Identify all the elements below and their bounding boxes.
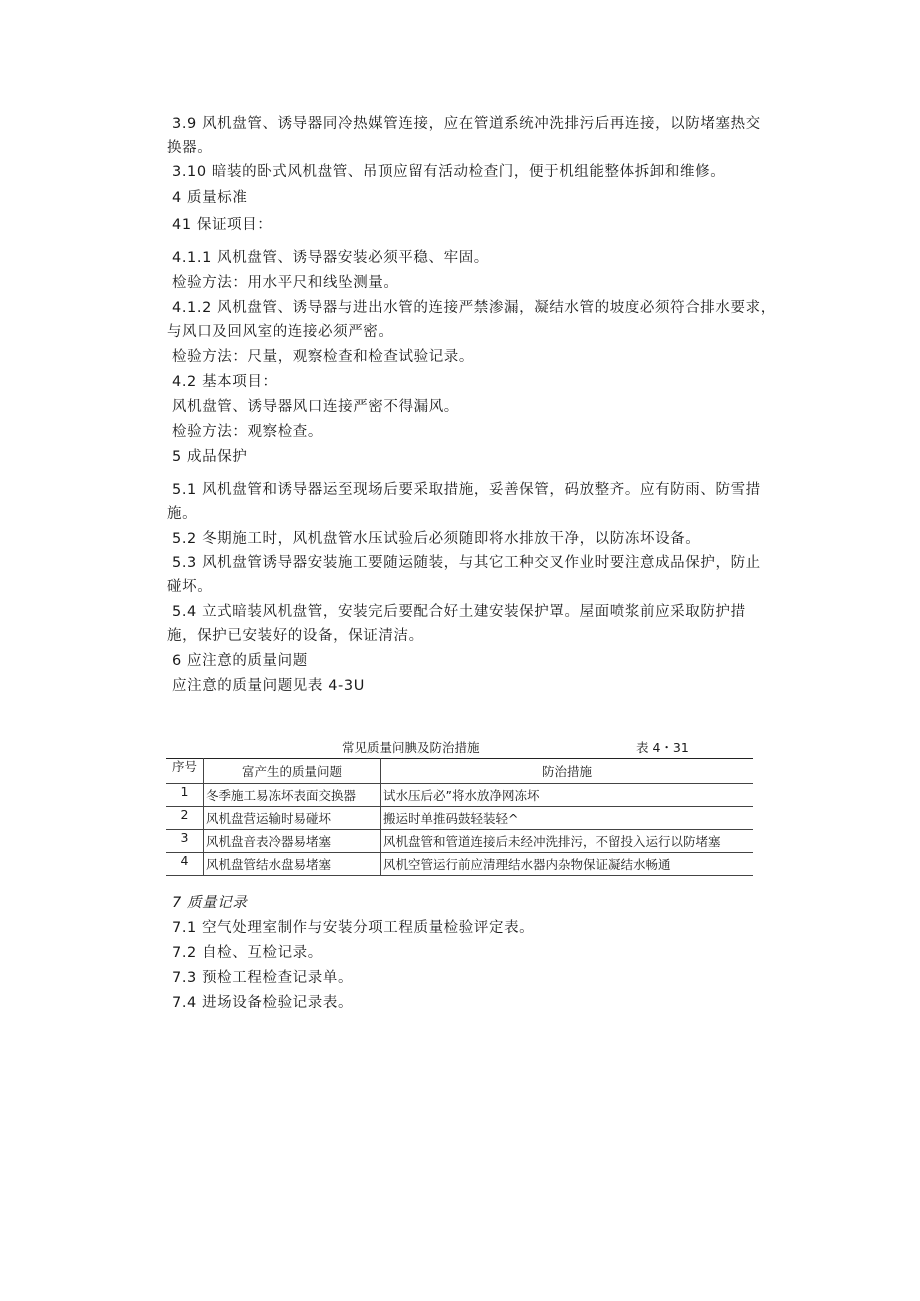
header-measure: 防治措施 [381,759,754,784]
para-3-9: 3.9 风机盘管、诱导器同冷热媒管连接，应在管道系统冲洗排污后再连接，以防堵塞热交 [172,116,761,132]
inspection-method-3: 检验方法：观察检查。 [172,424,323,440]
para-4-1-1: 4.1.1 风机盘管、诱导器安装必须平稳、牢固。 [172,250,489,266]
para-air-outlet: 风机盘管、诱导器风口连接严密不得漏风。 [172,399,459,415]
para-4-1-2: 4.1.2 风机盘管、诱导器与进出水管的连接严禁渗漏，凝结水管的坡度必须符合排水要求， [172,300,776,316]
para-see-table: 应注意的质量问题见表 4-3U [172,678,365,694]
para-5-4: 5.4 立式暗装风机盘管，安装完后要配合好土建安装保护罩。屋面喷浆前应采取防护措 [172,604,746,620]
row-measure: 风机空管运行前应清理结水器内杂物保证凝结水畅通 [381,853,754,876]
table-row [166,830,753,853]
para-5-3-cont: 碰坏。 [167,579,213,595]
header-index: 序号 [166,759,204,784]
record-7-1: 7.1 空气处理室制作与安装分项工程质量检验评定表。 [172,920,535,936]
table-row [166,784,753,807]
para-3-9-cont: 换器。 [167,140,213,156]
record-7-4: 7.4 进场设备检验记录表。 [172,995,354,1011]
row-measure: 搬运时单推码鼓轻装轻^ [381,807,754,830]
table-row [166,807,753,830]
para-5-2: 5.2 冬期施工时，风机盘管水压试验后必须随即将水排放干净，以防冻坏设备。 [172,531,701,547]
row-index: 2 [166,807,204,830]
heading-guarantee-items: 41 保证项目： [172,217,273,233]
heading-product-protection: 5 成品保护 [172,449,248,465]
row-index: 4 [166,853,204,876]
inspection-method-2: 检验方法：尺量，观察检查和检查试验记录。 [172,349,474,365]
para-4-1-2-cont: 与风口及回风室的连接必须严密。 [167,324,394,340]
record-7-3: 7.3 预检工程检查记录单。 [172,970,354,986]
para-5-1: 5.1 风机盘管和诱导器运至现场后要采取措施，妥善保管，码放整齐。应有防雨、防雪措 [172,482,761,498]
row-problem: 风机盘管结水盘易堵塞 [204,853,381,876]
record-7-2: 7.2 自检、互检记录。 [172,945,323,961]
heading-quality-records: 7 质量记录 [172,895,248,911]
table-row [166,853,753,876]
row-problem: 冬季施工易冻坏表面交换器 [204,784,381,807]
row-measure: 试水压后必”将水放净网冻坏 [381,784,754,807]
quality-issues-table [166,758,753,876]
para-5-1-cont: 施。 [167,506,198,522]
para-3-10: 3.10 暗装的卧式风机盘管、吊顶应留有活动检查门，便于机组能整体拆卸和维修。 [172,164,726,180]
inspection-method-1: 检验方法：用水平尺和线坠测量。 [172,275,399,291]
heading-basic-items: 4.2 基本项目： [172,374,278,390]
row-index: 1 [166,784,204,807]
row-problem: 风机盘音表冷器易堵塞 [204,830,381,853]
header-problem: 富产生的质量问题 [204,759,381,784]
heading-quality-issues: 6 应注意的质量问题 [172,653,308,669]
para-5-3: 5.3 风机盘管诱导器安装施工要随运随装，与其它工种交叉作业时要注意成品保护，防止 [172,555,761,571]
para-5-4-cont: 施，保护已安装好的设备，保证清洁。 [167,628,424,644]
row-measure: 风机盘管和管道连接后未经冲洗排污，不留投入运行以防堵塞 [381,830,754,853]
table-header-row [166,759,753,784]
row-problem: 风机盘营运输时易碰坏 [204,807,381,830]
row-index: 3 [166,830,204,853]
heading-quality-standard: 4 质量标准 [172,190,248,206]
table-number: 表 4・31 [636,740,689,755]
table-title: 常见质量问腆及防治措施 [342,740,480,755]
